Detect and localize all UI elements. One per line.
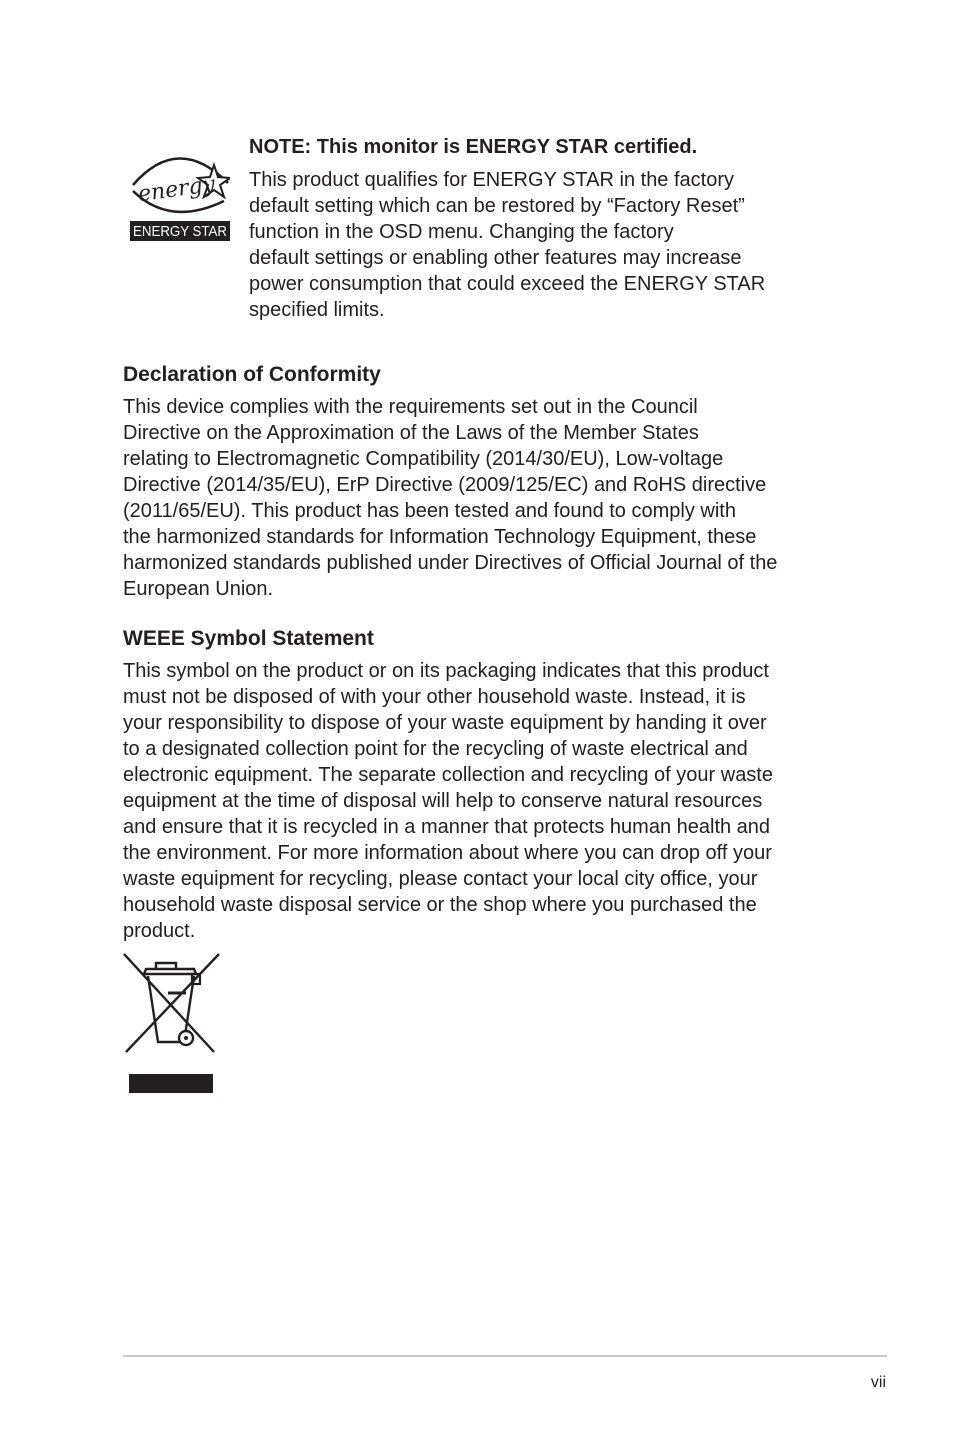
weee-line: to a designated collection point for the recycling of waste electrical and <box>123 738 748 760</box>
note-line: default settings or enabling other features may increase <box>249 247 742 269</box>
weee-line: and ensure that it is recycled in a manner that protects human health and <box>123 816 771 838</box>
energy-star-logo-icon <box>130 139 230 241</box>
weee-line: electronic equipment. The separate collection and recycling of your waste <box>123 764 773 786</box>
note-line: default setting which can be restored by “Factory Reset” <box>249 195 745 217</box>
energy-script-text: energy <box>136 171 217 208</box>
weee-section <box>123 626 863 944</box>
conformity-line: Directive on the Approximation of the Laws of the Member States <box>123 422 699 444</box>
note-line: This product qualifies for ENERGY STAR in the factory <box>249 169 735 191</box>
energy-star-label: ENERGY STAR <box>133 224 227 240</box>
conformity-section <box>123 362 863 602</box>
conformity-heading: Declaration of Conformity <box>123 363 381 386</box>
weee-body <box>123 658 863 944</box>
conformity-line: This device complies with the requirements set out in the Council <box>123 396 698 418</box>
page-number: vii <box>870 1374 886 1391</box>
conformity-line: Directive (2014/35/EU), ErP Directive (2009/125/EC) and RoHS directive <box>123 474 767 496</box>
weee-line: household waste disposal service or the shop where you purchased the <box>123 894 757 916</box>
note-line: power consumption that could exceed the ENERGY STAR <box>249 273 766 295</box>
crossed-out-wheelie-bin-icon <box>122 952 222 1094</box>
note-body <box>249 167 849 323</box>
weee-line: the environment. For more information about where you can drop off your <box>123 842 772 864</box>
conformity-body <box>123 394 863 602</box>
weee-line: must not be disposed of with your other household waste. Instead, it is <box>123 686 746 708</box>
weee-line: your responsibility to dispose of your waste equipment by handing it over <box>123 712 767 734</box>
weee-line: product. <box>123 920 196 942</box>
conformity-line: relating to Electromagnetic Compatibility (2014/30/EU), Low-voltage <box>123 448 724 470</box>
note-title: NOTE: This monitor is ENERGY STAR certified. <box>249 136 698 158</box>
conformity-line: European Union. <box>123 578 274 600</box>
note-line: specified limits. <box>249 299 385 321</box>
conformity-line: the harmonized standards for Information Technology Equipment, these <box>123 526 757 548</box>
weee-line: This symbol on the product or on its packaging indicates that this product <box>123 660 769 682</box>
weee-line: waste equipment for recycling, please contact your local city office, your <box>123 868 758 890</box>
weee-line: equipment at the time of disposal will help to conserve natural resources <box>123 790 763 812</box>
weee-heading: WEEE Symbol Statement <box>123 627 374 650</box>
energy-star-note <box>249 134 849 323</box>
footer-rule <box>123 1355 887 1357</box>
conformity-line: harmonized standards published under Directives of Official Journal of the <box>123 552 778 574</box>
conformity-line: (2011/65/EU). This product has been tested and found to comply with <box>123 500 736 522</box>
note-line: function in the OSD menu. Changing the factory <box>249 221 674 243</box>
